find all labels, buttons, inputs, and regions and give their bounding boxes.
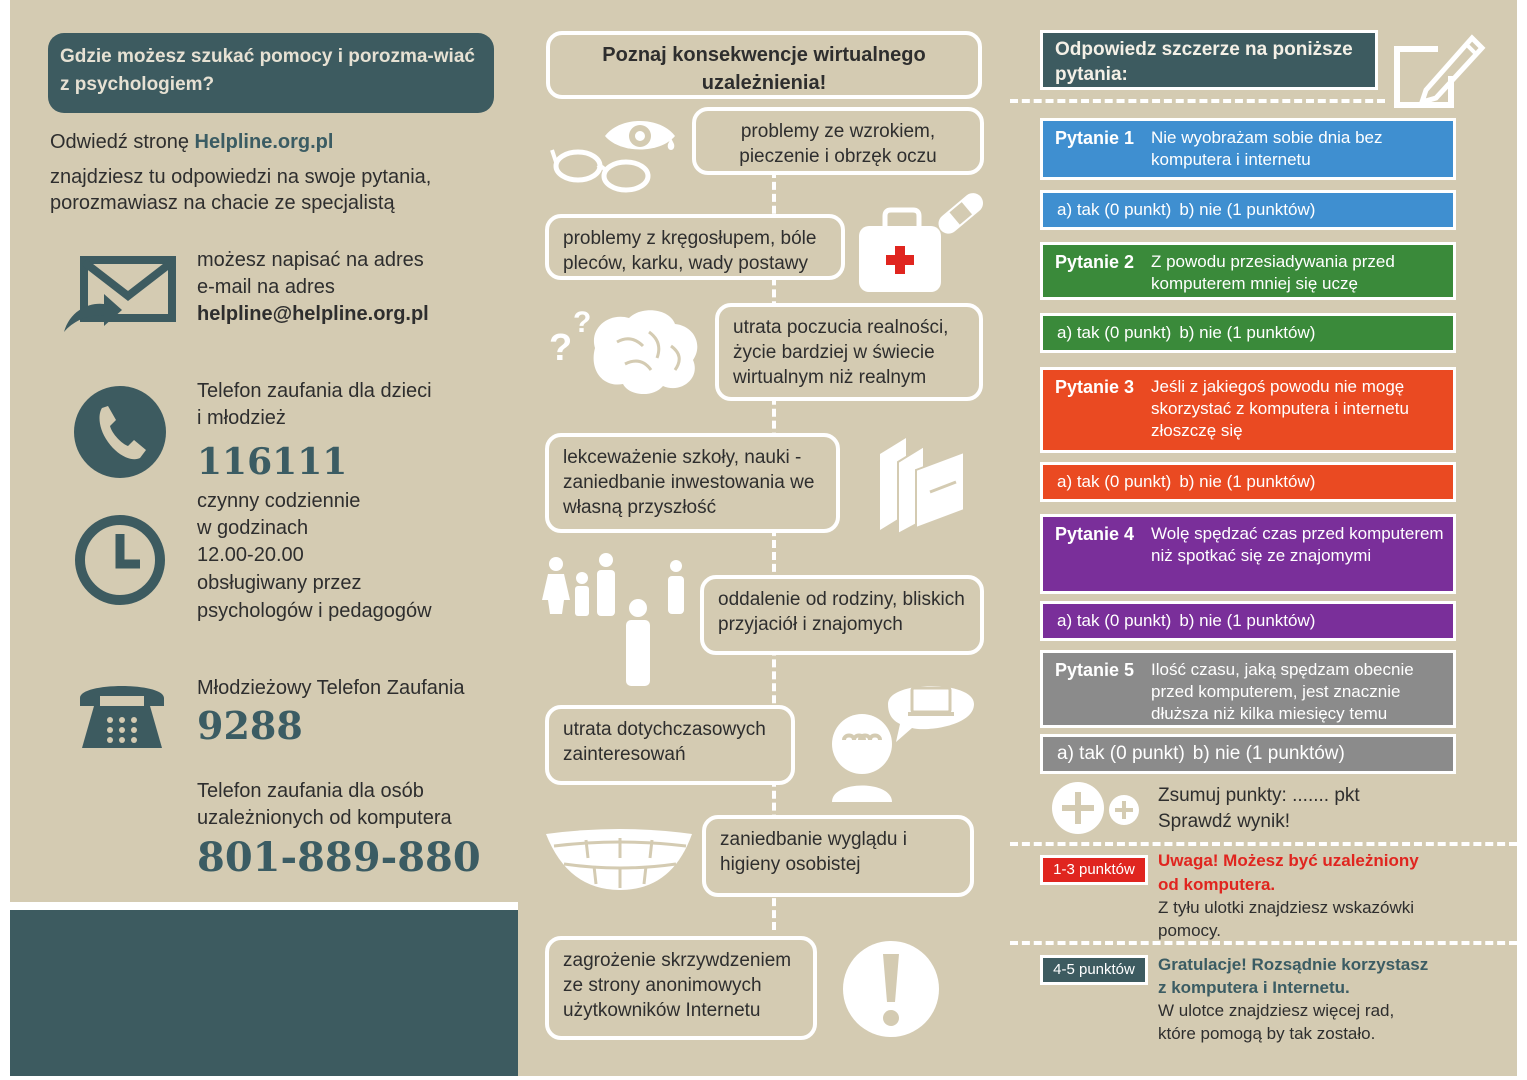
question-4-label: Pytanie 4 — [1055, 524, 1135, 544]
visit-line — [50, 127, 333, 157]
visit-desc-1: znajdziesz tu odpowiedzi na swoje pytania, — [50, 166, 432, 188]
result2-desc-2: które pomogą by tak zostało. — [1158, 1024, 1376, 1043]
question-4 — [1040, 514, 1456, 594]
footer-divider — [10, 902, 518, 910]
consequences-title: Poznaj konsekwencje wirtualnego uzależnienia! — [546, 31, 982, 99]
result1-title-2: od komputera. — [1158, 875, 1276, 894]
question-1-label: Pytanie 1 — [1055, 128, 1135, 148]
sum-points-line: Zsumuj punkty: ....... pkt — [1158, 785, 1360, 806]
hours-line-5: psychologów i pedagogów — [197, 600, 432, 622]
plus-icons — [1050, 780, 1142, 838]
consequence-danger: zagrożenie skrzywdzeniem ze strony anonimowych użytkowników Internetu — [545, 936, 817, 1040]
answer-3a[interactable]: a) tak (0 punkt) — [1057, 472, 1172, 491]
consequence-hygiene: zaniedbanie wyglądu i higieny osobistej — [702, 815, 974, 897]
answer-2a[interactable]: a) tak (0 punkt) — [1057, 323, 1172, 342]
question-3-label: Pytanie 3 — [1055, 377, 1135, 397]
question-4-text: Wolę spędzać czas przed komputerem niż spotkać się ze znajomymi — [1151, 524, 1444, 565]
result1-desc-1: Z tyłu ulotki znajdziesz wskazówki — [1158, 898, 1415, 917]
answer-1b[interactable]: b) nie (1 punktów) — [1179, 200, 1316, 219]
warning-icon — [840, 938, 942, 1040]
consequence-interests: utrata dotychczasowych zainteresowań — [545, 705, 795, 785]
answer-row-3 — [1040, 462, 1456, 502]
teeth-icon — [542, 826, 697, 894]
question-3 — [1040, 367, 1456, 453]
answer-2b[interactable]: b) nie (1 punktów) — [1179, 323, 1316, 342]
answer-row-2 — [1040, 313, 1456, 353]
email-address-link[interactable]: helpline@helpline.org.pl — [197, 303, 429, 325]
phone1-line-2: i młodzież — [197, 407, 286, 429]
result-divider-1 — [1010, 842, 1517, 846]
question-1-text: Nie wyobrażam sobie dnia bez komputera i internetu — [1151, 128, 1383, 169]
question-5 — [1040, 650, 1456, 728]
phone3-line-1: Telefon zaufania dla osób — [197, 780, 424, 802]
consequence-reality: utrata poczucia realności, życie bardziej w świecie wirtualnym niż realnym — [715, 303, 983, 401]
phone-icon — [72, 384, 168, 480]
answer-row-4 — [1040, 601, 1456, 641]
hours-line-2: w godzinach — [197, 517, 309, 539]
answer-row-1 — [1040, 190, 1456, 230]
phone2-label: Młodzieżowy Telefon Zaufania — [197, 677, 465, 699]
answer-4a[interactable]: a) tak (0 punkt) — [1057, 611, 1172, 630]
email-icon — [60, 252, 180, 336]
answer-4b[interactable]: b) nie (1 punktów) — [1179, 611, 1316, 630]
question-5-text: Ilość czasu, jaką spędzam obecnie przed komputerem, jest znacznie dłuższa niż kilka miesięcy temu — [1151, 660, 1414, 723]
first-aid-kit-icon — [855, 186, 990, 298]
result-divider-2 — [1010, 941, 1517, 945]
helpline-site-link[interactable]: Helpline.org.pl — [194, 131, 334, 153]
phone1-number[interactable]: 116111 — [197, 441, 348, 483]
phone3-number[interactable]: 801-889-880 — [197, 834, 481, 881]
visit-prefix: Odwiedź stronę — [50, 131, 189, 153]
answer-3b[interactable]: b) nie (1 punktów) — [1179, 472, 1316, 491]
answer-row-5 — [1040, 734, 1456, 774]
result2-title-1: Gratulacje! Rozsądnie korzystasz — [1158, 955, 1429, 974]
question-2-label: Pytanie 2 — [1055, 252, 1135, 272]
answer-5b[interactable]: b) nie (1 punktów) — [1192, 743, 1345, 764]
result2-title-2: z komputera i Internetu. — [1158, 978, 1350, 997]
result1-title-1: Uwaga! Możesz być uzależniony — [1158, 851, 1419, 870]
result1-desc-2: pomocy. — [1158, 921, 1221, 940]
notepad-pencil-icon — [1386, 28, 1486, 110]
quiz-header-divider — [1010, 99, 1385, 103]
brain-icon — [545, 298, 710, 398]
books-icon — [876, 432, 966, 536]
question-1 — [1040, 118, 1456, 180]
telephone-icon — [74, 672, 170, 752]
question-5-label: Pytanie 5 — [1055, 660, 1135, 680]
footer-block — [10, 910, 518, 1076]
hours-line-1: czynny codziennie — [197, 490, 361, 512]
score-badge-1-3: 1-3 punktów — [1040, 855, 1148, 885]
phone2-number[interactable]: 9288 — [197, 703, 303, 748]
consequence-spine: problemy z kręgosłupem, bóle pleców, karku, wady postawy — [545, 214, 845, 280]
hours-line-4: obsługiwany przez — [197, 572, 362, 594]
help-title: Gdzie możesz szukać pomocy i porozma-wiać z psychologiem? — [48, 33, 494, 113]
visit-desc-2: porozmawiasz na chacie ze specjalistą — [50, 192, 395, 214]
phone3-line-2: uzależnionych od komputera — [197, 807, 452, 829]
question-3-text: Jeśli z jakiegoś powodu nie mogę skorzystać z komputera i internetu złoszczę się — [1151, 377, 1409, 440]
svg-text:?: ? — [573, 306, 592, 339]
result2-desc-1: W ulotce znajdziesz więcej rad, — [1158, 1001, 1395, 1020]
consequence-school: lekceważenie szkoły, nauki - zaniedbanie inwestowania we własną przyszłość — [545, 433, 840, 533]
family-icon — [540, 550, 690, 690]
consequence-eyes: problemy ze wzrokiem, pieczenie i obrzęk oczu — [692, 107, 984, 175]
hours-line-3: 12.00-20.00 — [197, 544, 304, 566]
consequence-family: oddalenie od rodziny, bliskich przyjaciół i znajomych — [700, 575, 984, 655]
person-laptop-icon — [826, 668, 981, 806]
answer-1a[interactable]: a) tak (0 punkt) — [1057, 200, 1172, 219]
question-2-text: Z powodu przesiadywania przed komputerem mniej się uczę — [1151, 252, 1395, 293]
quiz-header: Odpowiedz szczerze na poniższe pytania: — [1040, 30, 1378, 90]
answer-5a[interactable]: a) tak (0 punkt) — [1057, 743, 1185, 764]
clock-icon — [74, 514, 166, 606]
phone1-line-1: Telefon zaufania dla dzieci — [197, 380, 432, 402]
question-2 — [1040, 242, 1456, 300]
eye-glasses-icon — [550, 110, 685, 195]
email-line-1: możesz napisać na adres — [197, 249, 424, 271]
svg-text:?: ? — [549, 327, 573, 369]
score-badge-4-5: 4-5 punktów — [1040, 955, 1148, 985]
check-result-line: Sprawdź wynik! — [1158, 811, 1290, 832]
email-line-2: e-mail na adres — [197, 276, 335, 298]
